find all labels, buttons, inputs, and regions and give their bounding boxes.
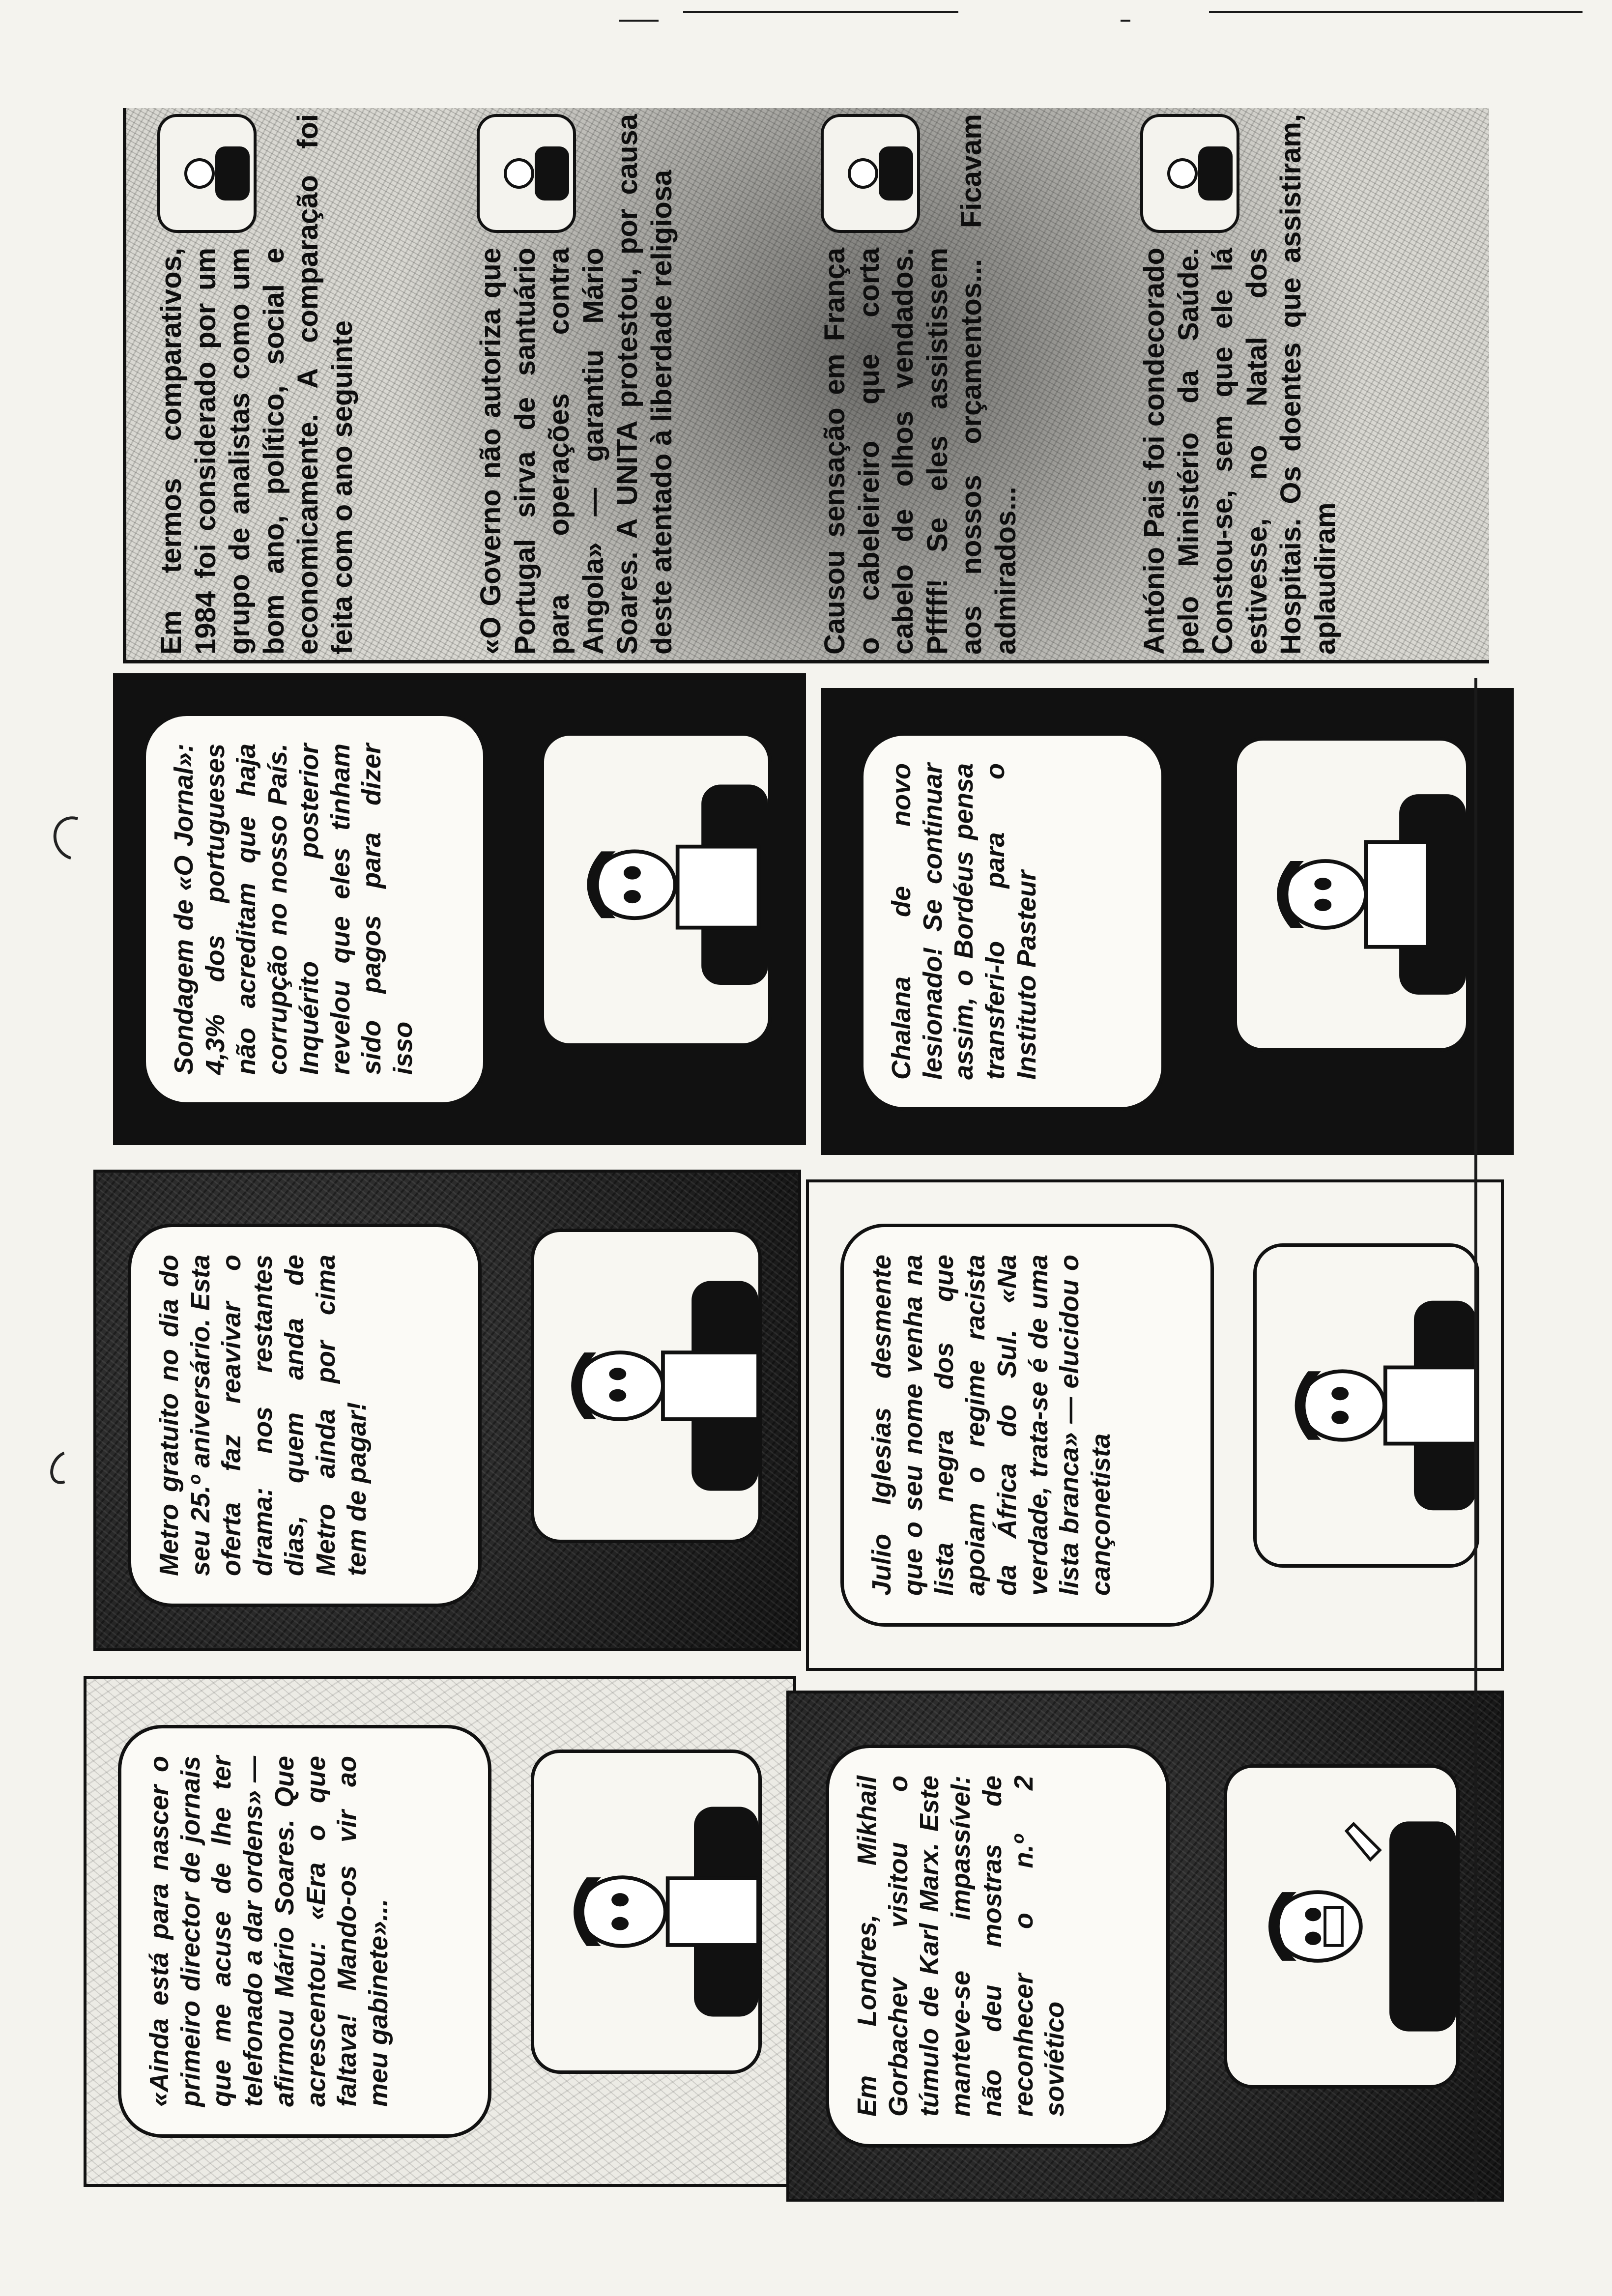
speech-text: Chalana de novo lesionado! Se continuar assim, o Bordéus pensa transferi-lo para o Instituto Pasteur xyxy=(887,763,1041,1080)
scan-line-top-3 xyxy=(1209,11,1583,13)
mini-tv-icon xyxy=(821,114,920,233)
pen-mark-1 xyxy=(45,809,103,868)
mini-tv-icon xyxy=(157,114,257,233)
news-item-2 xyxy=(474,114,679,655)
comic-panel-chalana xyxy=(821,688,1514,1155)
tv-screen xyxy=(541,732,772,1047)
speech-text: «Ainda está para nascer o primeiro director de jornais que me acuse de lhe ter telefonado a dar ordens» — afirmou Mário Soares. Que acrescentou: «Era o que faltava! Mando-os vir ao meu gabinete»... xyxy=(144,1756,394,2107)
speech-bubble xyxy=(826,1745,1170,2148)
scan-line-top-4 xyxy=(1121,20,1130,22)
news-item-text: Em termos comparativos, 1984 foi considerado por um grupo de analistas como um bom ano, político, social e economicamente. A comparação foi feita com o ano seguinte xyxy=(155,114,358,655)
scan-line-top-2 xyxy=(683,11,958,13)
comic-panel-iglesias xyxy=(806,1179,1504,1671)
comic-panel-sondagem xyxy=(113,673,806,1145)
right-margin-rule xyxy=(1474,678,1477,2202)
news-item-1 xyxy=(154,114,360,655)
news-item-text: «O Governo não autoriza que Portugal sirva de santuário para operações contra Angola» — garantiu Mário Soares. A UNITA protestou, por causa deste atentado à liberdade religiosa xyxy=(474,114,678,655)
comic-panel-gorbachev xyxy=(786,1691,1504,2202)
speech-text: Julio Iglesias desmente que o seu nome venha na lista negra dos que apoiam o regime racista da África do Sul. «Na verdade, trata-se é de uma lista branca» — elucidou o cançonetista xyxy=(867,1255,1116,1596)
speech-text: Sondagem de «O Jornal»: 4,3% dos portugueses não acreditam que haja corrupção no nosso País. Inquérito posterior revelou que eles tinham sido pagos para dizer isso xyxy=(169,744,418,1075)
tv-screen xyxy=(531,1750,762,2074)
speech-bubble xyxy=(840,1224,1214,1627)
comic-panel-soares xyxy=(84,1676,796,2187)
speech-bubble xyxy=(118,1725,491,2138)
mini-tv-icon xyxy=(1140,114,1239,233)
news-item-3 xyxy=(818,114,1023,655)
speech-bubble xyxy=(860,732,1165,1111)
tv-screen xyxy=(1253,1243,1479,1568)
news-item-text: António Pais foi condecorado pelo Ministério da Saúde. Constou-se, sem que ele lá estivesse, no Natal dos Hospitais. Os doentes que assistiram, aplaudiram xyxy=(1138,114,1341,655)
speech-bubble xyxy=(128,1224,482,1607)
news-item-text: Causou sensação em França o cabeleireiro que corta cabelo de olhos vendados. Pfffff! Se eles assistissem aos nossos orçamentos... Ficavam admirados... xyxy=(818,114,1022,655)
news-strip-content xyxy=(140,114,1457,655)
news-item-4 xyxy=(1137,114,1343,655)
pen-mark-2 xyxy=(44,1446,84,1489)
scan-line-top-1 xyxy=(619,20,659,22)
news-strip-panel xyxy=(123,108,1489,663)
comic-panel-metro xyxy=(93,1170,801,1651)
speech-bubble xyxy=(143,713,487,1106)
speech-text: Metro gratuito no dia do seu 25.º aniversário. Esta oferta faz reavivar o drama: nos restantes dias, quem anda de Metro ainda por cima tem de pagar! xyxy=(154,1255,372,1576)
mini-tv-icon xyxy=(477,114,576,233)
tv-screen xyxy=(1224,1764,1460,2089)
tv-screen xyxy=(531,1229,762,1543)
tv-screen xyxy=(1234,737,1469,1052)
speech-text: Em Londres, Mikhail Gorbachev visitou o túmulo de Karl Marx. Este manteve-se impassível: não deu mostras de reconhecer o n.º 2 soviético xyxy=(852,1776,1070,2117)
